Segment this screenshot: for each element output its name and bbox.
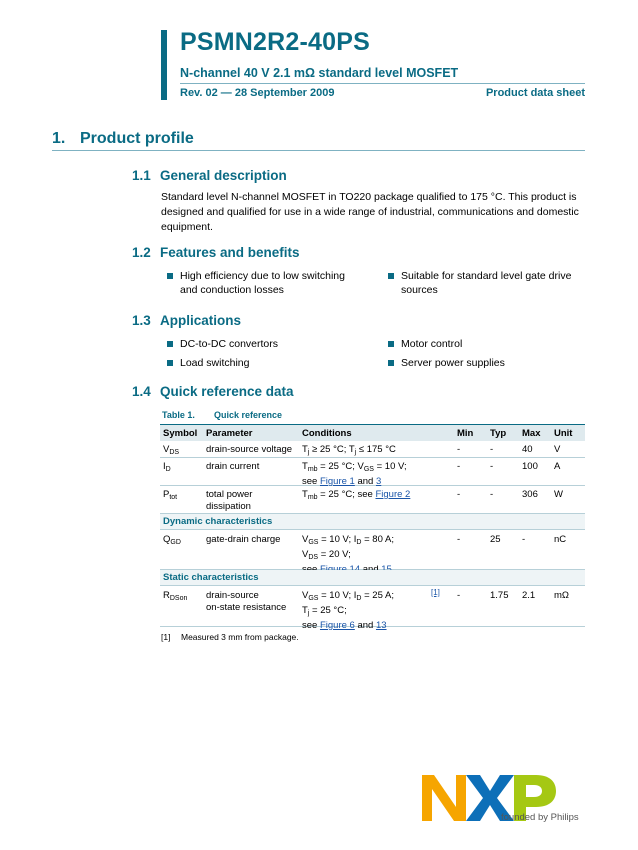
cell-parameter: drain-source voltage	[206, 444, 293, 455]
cell-unit: W	[554, 489, 563, 500]
table-footnote	[161, 632, 299, 642]
table-row	[160, 586, 585, 631]
header-parameter: Parameter	[206, 428, 253, 439]
header-unit: Unit	[554, 428, 573, 439]
subsection-number: 1.1	[132, 168, 151, 183]
cell-conditions: $V_{GS} = 10$ V; $I_D = 25$ A; $T_j = 25$ °C; see Figure 6 and 13	[302, 590, 394, 631]
document-type: Product data sheet	[485, 87, 585, 99]
table-header-row	[160, 424, 585, 441]
table-row	[160, 458, 585, 486]
cell-typ: 1.75	[490, 590, 509, 601]
document-subtitle: N-channel 40 V 2.1 mΩ standard level MOSFET	[180, 66, 459, 80]
cell-min: -	[457, 489, 461, 500]
cell-unit: nC	[554, 534, 567, 545]
table-section-row-static	[160, 570, 585, 586]
figure-link[interactable]: 13	[375, 620, 387, 631]
header-min: Min	[457, 428, 474, 439]
features-list-right	[382, 270, 587, 302]
header-accent-bar	[161, 30, 167, 100]
cell-max: 40	[522, 444, 533, 455]
cell-typ: 25	[490, 534, 501, 545]
cell-parameter: total power dissipation	[206, 489, 253, 512]
subsection-title: General description	[160, 168, 287, 183]
cell-symbol: $Q_{GD}$	[163, 534, 181, 546]
cell-parameter: drain-source on-state resistance	[206, 590, 287, 613]
footnote-text: Measured 3 mm from package.	[181, 632, 299, 642]
cell-symbol: $P_{tot}$	[163, 489, 178, 501]
header-typ: Typ	[490, 428, 507, 439]
header-divider	[180, 83, 585, 84]
cell-max: 100	[522, 461, 538, 472]
list-item: Load switching	[161, 357, 361, 371]
subsection-heading-features	[132, 245, 300, 260]
cell-parameter: gate-drain charge	[206, 534, 281, 545]
cell-conditions: $T_{mb} = 25$ °C; $V_{GS} = 10$ V; see Figure 1 and 3	[302, 461, 407, 487]
table-row	[160, 530, 585, 570]
section-label: Dynamic characteristics	[163, 516, 273, 527]
document-title: PSMN2R2-40PS	[180, 28, 370, 56]
table-number: Table 1.	[162, 410, 195, 420]
subsection-heading-general-description	[132, 168, 287, 183]
section-label: Static characteristics	[163, 572, 259, 583]
subsection-heading-quick-reference	[132, 384, 294, 399]
table-caption	[162, 410, 282, 420]
cell-typ: -	[490, 489, 494, 500]
cell-min: -	[457, 461, 461, 472]
cell-parameter: drain current	[206, 461, 260, 472]
table-row	[160, 441, 585, 458]
header-max: Max	[522, 428, 541, 439]
list-item: High efficiency due to low switching and conduction losses	[161, 270, 361, 297]
subsection-number: 1.3	[132, 313, 151, 328]
section-heading-product-profile	[52, 130, 194, 148]
list-item: Server power supplies	[382, 357, 587, 371]
subsection-title: Quick reference data	[160, 384, 294, 399]
cell-max: 2.1	[522, 590, 536, 601]
cell-typ: -	[490, 444, 494, 455]
cell-max: 306	[522, 489, 538, 500]
cell-max: -	[522, 534, 526, 545]
cell-typ: -	[490, 461, 494, 472]
general-description-text: Standard level N-channel MOSFET in TO220 package qualified to 175 °C. This product is designed and qualified for use in a wide range of industrial, communications and domestic equipment.	[161, 191, 579, 233]
figure-link[interactable]: Figure 2	[375, 489, 411, 500]
cell-min: -	[457, 590, 461, 601]
subsection-title: Applications	[160, 313, 242, 328]
footnote-mark: [1]	[161, 632, 171, 642]
cell-unit: V	[554, 444, 561, 455]
cell-unit: A	[554, 461, 561, 472]
table-section-row-dynamic	[160, 514, 585, 530]
list-item: DC-to-DC convertors	[161, 338, 361, 352]
list-item: Suitable for standard level gate drive sources	[382, 270, 587, 297]
table-title: Quick reference	[214, 410, 283, 420]
cell-min: -	[457, 534, 461, 545]
logo-caption: founded by Philips	[501, 812, 579, 823]
section-divider	[52, 150, 585, 151]
applications-list-right	[382, 338, 587, 375]
cell-symbol: $R_{DSon}$	[163, 590, 188, 602]
cell-symbol: $V_{DS}$	[163, 444, 180, 456]
cell-unit: mΩ	[554, 590, 570, 601]
header-symbol: Symbol	[163, 428, 198, 439]
figure-link[interactable]: Figure 6	[319, 620, 355, 631]
subsection-title: Features and benefits	[160, 245, 300, 260]
cell-conditions: $T_{mb} = 25$ °C; see Figure 2	[302, 489, 411, 501]
footnote-reference-link[interactable]: [1]	[431, 588, 440, 597]
section-number: 1.	[52, 130, 66, 147]
section-title: Product profile	[80, 130, 194, 147]
quick-reference-table	[160, 424, 585, 631]
cell-conditions: $T_j \ge 25$ °C; $T_j \le 175$ °C	[302, 444, 396, 456]
cell-symbol: $I_D$	[163, 461, 171, 473]
list-item: Motor control	[382, 338, 587, 352]
cell-min: -	[457, 444, 461, 455]
figure-link[interactable]: 3	[375, 476, 382, 487]
document-revision: Rev. 02 — 28 September 2009	[180, 87, 335, 99]
header-conditions: Conditions	[302, 428, 352, 439]
logo-letter-n	[422, 775, 466, 821]
applications-list-left	[161, 338, 361, 375]
subsection-heading-applications	[132, 313, 241, 328]
table-row	[160, 486, 585, 514]
subsection-number: 1.4	[132, 384, 151, 399]
cell-conditions: $V_{GS} = 10$ V; $I_D = 80$ A; $V_{DS} = 20$ V;	[302, 534, 394, 576]
figure-link[interactable]: Figure 1	[319, 476, 355, 487]
subsection-number: 1.2	[132, 245, 151, 260]
features-list-left	[161, 270, 361, 302]
